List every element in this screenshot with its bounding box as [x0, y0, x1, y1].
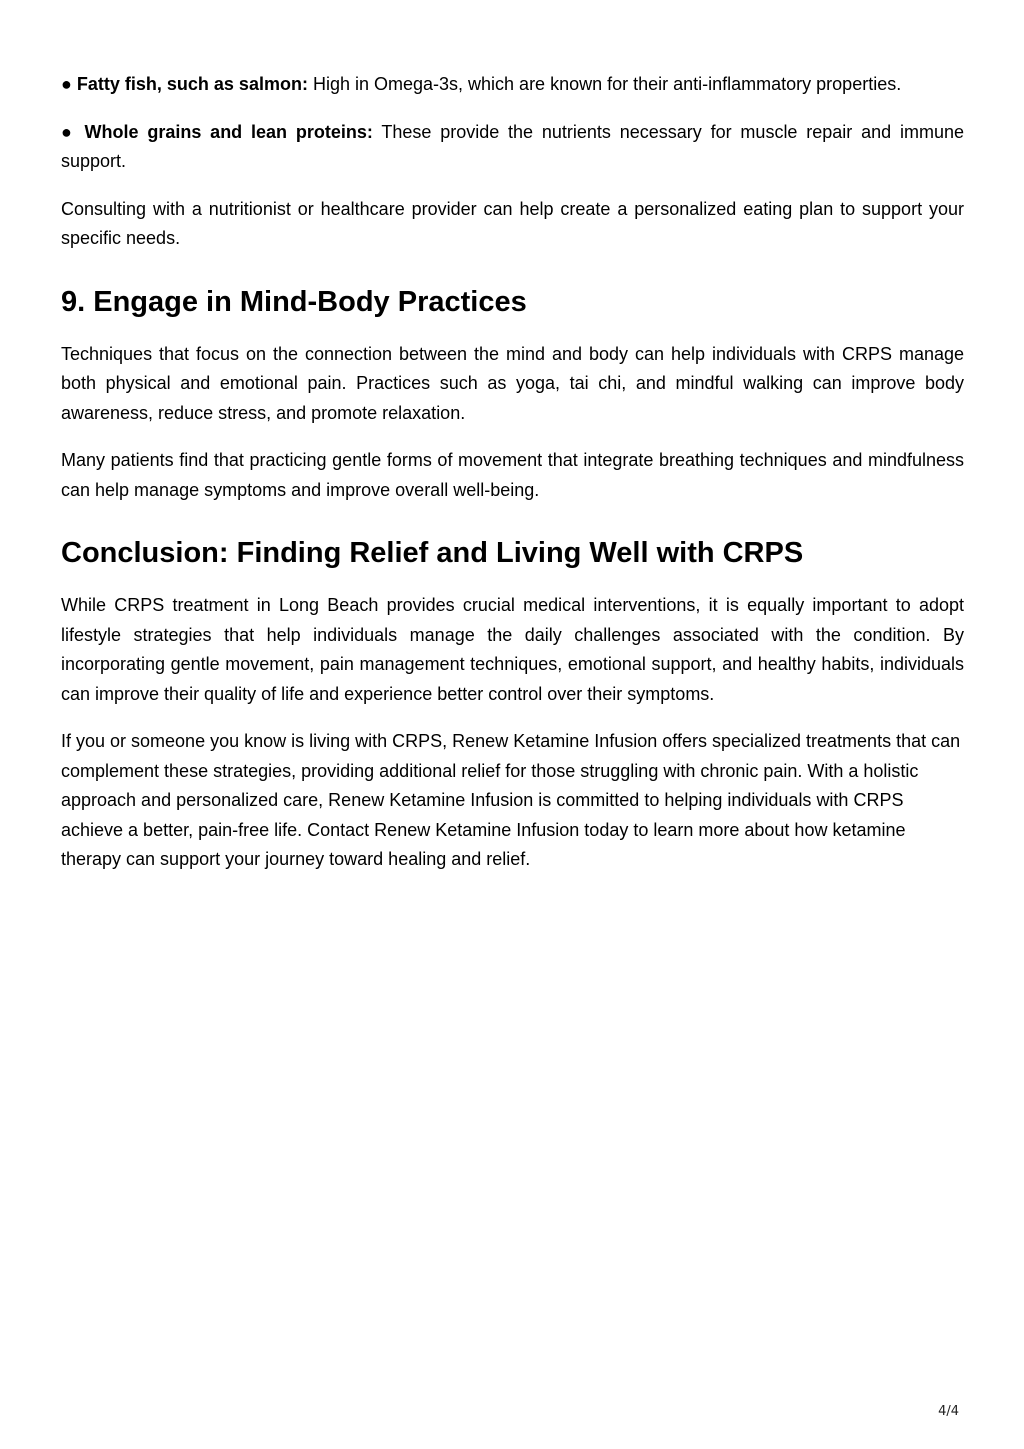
section-heading-mind-body: 9. Engage in Mind-Body Practices	[61, 285, 527, 318]
mind-body-paragraph-2: Many patients find that practicing gentle forms of movement that integrate breathing techniques and mindfulness can help manage symptoms and improve overall well-being.	[61, 450, 964, 500]
bullet-item-whole-grains	[61, 118, 964, 177]
conclusion-paragraph-2: If you or someone you know is living with CRPS, Renew Ketamine Infusion offers specialized treatments that can complement these strategies, providing additional relief for those struggling with chronic pain. With a holistic approach and personalized care, Renew Ketamine Infusion is committed to helping individuals with CRPS achieve a better, pain-free life. Contact Renew Ketamine Infusion today to learn more about how ketamine therapy can support your journey toward healing and relief.	[61, 731, 961, 869]
bullet-label: Whole grains and lean proteins:	[84, 121, 373, 142]
page-number: 4/4	[938, 1404, 959, 1419]
bullet-item-fatty-fish	[61, 70, 964, 100]
bullet-text: These provide the nutrients necessary for muscle repair and immune support.	[61, 121, 964, 171]
bullet-label: Fatty fish, such as salmon:	[76, 74, 308, 94]
bullet-dot: ●	[61, 74, 72, 94]
conclusion-paragraph-1: While CRPS treatment in Long Beach provides crucial medical interventions, it is equally important to adopt lifestyle strategies that help individuals manage the daily challenges associated with the condition. By incorporating gentle movement, pain management techniques, emotional support, and healthy habits, individuals can improve their quality of life and experience better control over their symptoms.	[61, 595, 964, 704]
mind-body-paragraph-1: Techniques that focus on the connection between the mind and body can help individuals with CRPS manage both physical and emotional pain. Practices such as yoga, tai chi, and mindful walking can improve body awareness, reduce stress, and promote relaxation.	[61, 343, 964, 423]
bullet-text: High in Omega-3s, which are known for their anti-inflammatory properties.	[312, 74, 902, 94]
document-page	[61, 70, 964, 893]
nutrition-paragraph: Consulting with a nutritionist or healthcare provider can help create a personalized eating plan to support your specific needs.	[61, 198, 964, 248]
section-heading-conclusion: Conclusion: Finding Relief and Living Well with CRPS	[61, 537, 804, 569]
bullet-dot: ●	[61, 121, 76, 142]
